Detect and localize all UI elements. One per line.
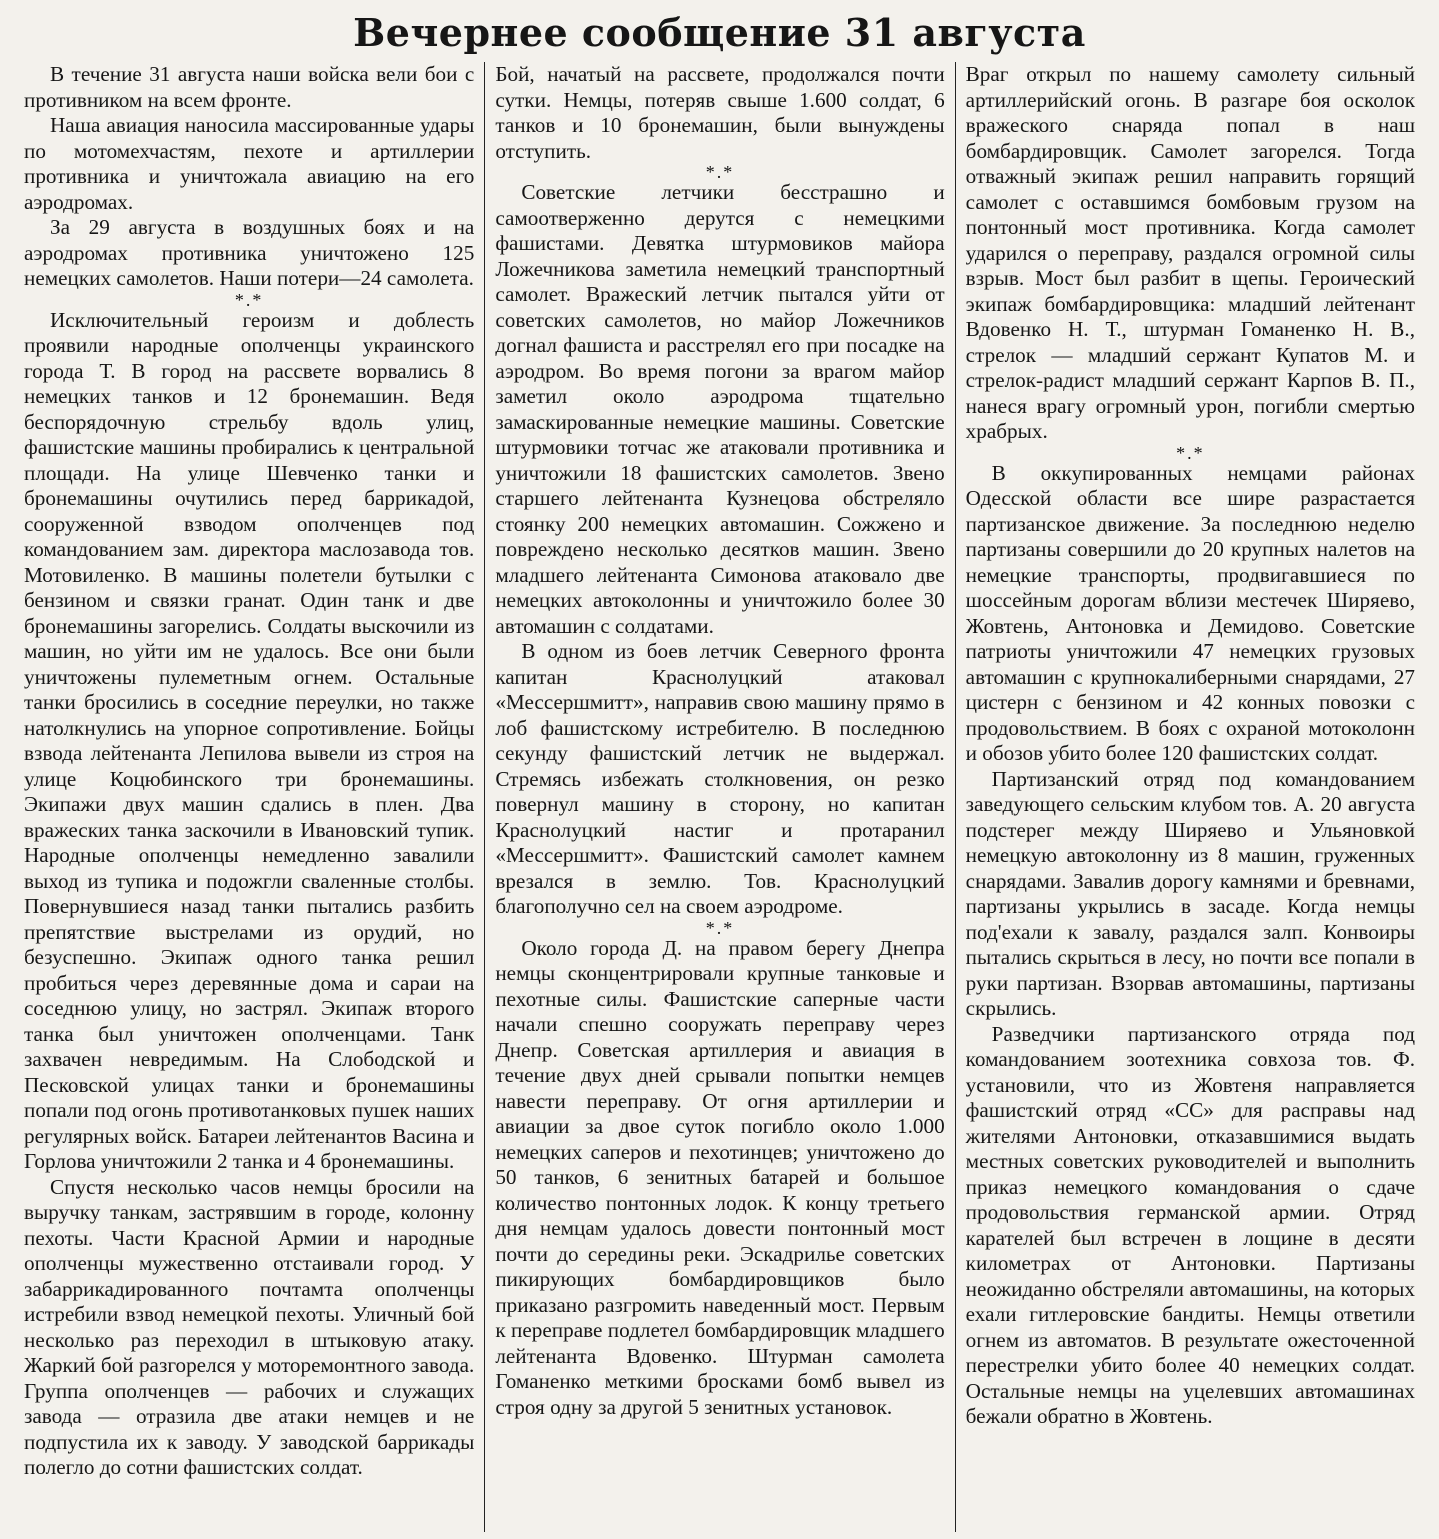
- section-separator: *.*: [1176, 442, 1205, 463]
- section-separator: *.*: [705, 162, 735, 182]
- column-3: [955, 62, 1425, 1532]
- paragraph: В оккупированных немцами районах Одесской области все шире разрастается партизанское движение. За последнюю неделю партизаны совершили до 20 крупных налетов на немецкие транспорты, продвигавшиеся по шоссейным дорогам вблизи местечек Ширяево, Жовтень, Антоновка и Демидово. Советские патриоты уничтожили 47 немецких грузовых автомашин с крупнокалиберными снарядами, 27 цистерн с бензином и 42 конных повозки с продовольствием. В боях с охраной мотоколонн и обозов убито более 120 фашистских солдат.: [965, 460, 1416, 765]
- section-separator: *.*: [705, 917, 735, 938]
- article-columns: [14, 62, 1425, 1532]
- paragraph: Исключительный героизм и доблесть проявили народные ополченцы украинского города Т. В город на рассвете ворвались 8 немецких танков и 12 бронемашин. Ведя беспорядочную стрельбу вдоль улиц, фашистские машины пробирались к центральной площади. На улице Шевченко танки и бронемашины очутились перед баррикадой, сооруженной взводом ополченцев под командованием зам. директора маслозавода тов. Мотовиленко. В машины полетели бутылки с бензином и связки гранат. Один танк и две бронемашины загорелись. Солдаты выскочили из машин, но уйти им не удалось. Все они были уничтожены пулеметным огнем. Остальные танки бросились в соседние переулки, но также натолкнулись на упорное сопротивление. Бойцы взвода лейтенанта Лепилова вывели из строя на улице Коцюбинского три бронемашины. Экипажи двух машин сдались в плен. Два вражеских танка заскочили в Ивановский тупик. Народные ополченцы немедленно завалили выход из тупика и подожгли сваленные столбы. Повернувшиеся назад танки пытались разбить препятствие выстрелами из орудий, но безуспешно. Экипаж одного танка решил пробиться через деревянные дома и сараи на соседнюю улицу, но застрял. Экипаж второго танка был уничтожен ополченцами. Танк захвачен невредимым. На Слободской и Песковской улицах танки и бронемашины попали под огонь противотанковых пушек наших регулярных войск. Батареи лейтенантов Васина и Горлова уничтожили 2 танка и 4 бронемашины.: [24, 307, 475, 1173]
- paragraph: Враг открыл по нашему самолету сильный артиллерийский огонь. В разгаре боя осколок вражеского снаряда попал в наш бомбардировщик. Самолет загорелся. Тогда отважный экипаж решил направить горящий самолет с оставшимся бомбовым грузом на понтонный мост противника. Когда самолет ударился о переправу, раздался огромной силы взрыв. Мост был разбит в щепы. Героический экипаж бомбардировщика: младший лейтенант Вдовенко Н. Т., штурман Гоманенко Н. В., стрелок — младший сержант Купатов М. и стрелок-радист младший сержант Карпов В. П., нанеся врагу огромный урон, погибли смертью храбрых.: [965, 62, 1416, 443]
- section-separator: *.*: [234, 289, 264, 310]
- column-2: [484, 62, 954, 1532]
- paragraph: За 29 августа в воздушных боях и на аэродромах противника уничтожено 125 немецких самолетов. Наши потери—24 самолета.: [24, 215, 475, 290]
- paragraph: В одном из боев летчик Северного фронта капитан Краснолуцкий атаковал «Мессершмитт», направив свою машину прямо в лоб фашистскому истребителю. В последнюю секунду фашистский летчик не выдержал. Стремясь избежать столкновения, он резко повернул машину в сторону, но капитан Краснолуцкий настиг и протаранил «Мессершмитт». Фашистский самолет камнем врезался в землю. Тов. Краснолуцкий благополучно сел на своем аэродроме.: [495, 639, 945, 918]
- paragraph: Советские летчики бесстрашно и самоотверженно дерутся с немецкими фашистами. Девятка штурмовиков майора Ложечникова заметила немецкий транспортный самолет. Вражеский летчик пытался уйти от советских самолетов, но майор Ложечников догнал фашиста и расстрелял его при посадке на аэродром. Во время погони за врагом майор заметил около аэродрома тщательно замаскированные немецкие машины. Советские штурмовики тотчас же атаковали противника и уничтожили 18 фашистских самолетов. Звено старшего лейтенанта Кузнецова обстреляло стоянку 200 немецких автомашин. Сожжено и повреждено несколько десятков машин. Звено младшего лейтенанта Симонова атаковало две немецких автоколонны и уничтожило более 30 автомашин с солдатами.: [495, 180, 945, 638]
- paragraph: Спустя несколько часов немцы бросили на выручку танкам, застрявшим в городе, колонну пехоты. Части Красной Армии и народные ополченцы мужественно отстаивали город. У забаррикадированного почтамта ополченцы истребили взвод немецкой пехоты. Уличный бой несколько раз переходил в штыковую атаку. Жаркий бой разгорелся у моторемонтного завода. Группа ополченцев — рабочих и служащих завода — отразила две атаки немцев и не подпустила их к заводу. У заводской баррикады полегло до сотни фашистских солдат.: [24, 1174, 475, 1479]
- paragraph: Разведчики партизанского отряда под командованием зоотехника совхоза тов. Ф. установили, что из Жовтеня направляется фашистский отряд «СС» для расправы над жителями Антоновки, отказавшимися выдать местных советских руководителей и выполнить приказ немецкого командования о сдаче продовольствия германской армии. Отряд карателей был встречен в лощине в десяти километрах от Антоновки. Партизаны неожиданно обстреляли автомашины, на которых ехали гитлеровские бандиты. Немцы ответили огнем из автоматов. В результате ожесточенной перестрелки убито более 40 немецких солдат. Остальные немцы на уцелевших автомашинах бежали обратно в Жовтень.: [965, 1021, 1416, 1428]
- paragraph: Бой, начатый на рассвете, продолжался почти сутки. Немцы, потеряв свыше 1.600 солдат, 6 танков и 10 бронемашин, были вынуждены отступить.: [495, 62, 945, 163]
- paragraph: В течение 31 августа наши войска вели бои с противником на всем фронте.: [24, 62, 475, 112]
- article-title: Вечернее сообщение 31 августа: [353, 10, 1086, 55]
- paragraph: Около города Д. на правом берегу Днепра немцы сконцентрировали крупные танковые и пехотные силы. Фашистские саперные части начали спешно сооружать переправу через Днепр. Советская артиллерия и авиация в течение двух дней срывали попытки немцев навести переправу. От огня артиллерии и авиации за двое суток погибло около 1.000 немецких саперов и пехотинцев; уничтожено до 50 танков, 6 зенитных батарей и большое количество понтонных лодок. К концу третьего дня немцам удалось довести понтонный мост почти до середины реки. Эскадрилье советских пикирующих бомбардировщиков было приказано разгромить наведенный мост. Первым к переправе подлетел бомбардировщик младшего лейтенанта Вдовенко. Штурман самолета Гоманенко меткими бросками бомб вывел из строя одну за другой 5 зенитных установок.: [495, 935, 945, 1419]
- paragraph: Наша авиация наносила массированные удары по мотомехчастям, пехоте и артиллерии противника и уничтожала авиацию на его аэродромах.: [24, 113, 475, 214]
- column-1: [14, 62, 484, 1532]
- paragraph: Партизанский отряд под командованием заведующего сельским клубом тов. А. 20 августа подстерег между Ширяево и Ульяновкой немецкую автоколонну из 8 машин, груженных снарядами. Завалив дорогу камнями и бревнами, партизаны укрылись в засаде. Когда немцы под'ехали к завалу, раздался залп. Конвоиры пытались скрыться в лесу, но почти все попали в руки партизан. Взорвав автомашины, партизаны скрылись.: [965, 766, 1416, 1020]
